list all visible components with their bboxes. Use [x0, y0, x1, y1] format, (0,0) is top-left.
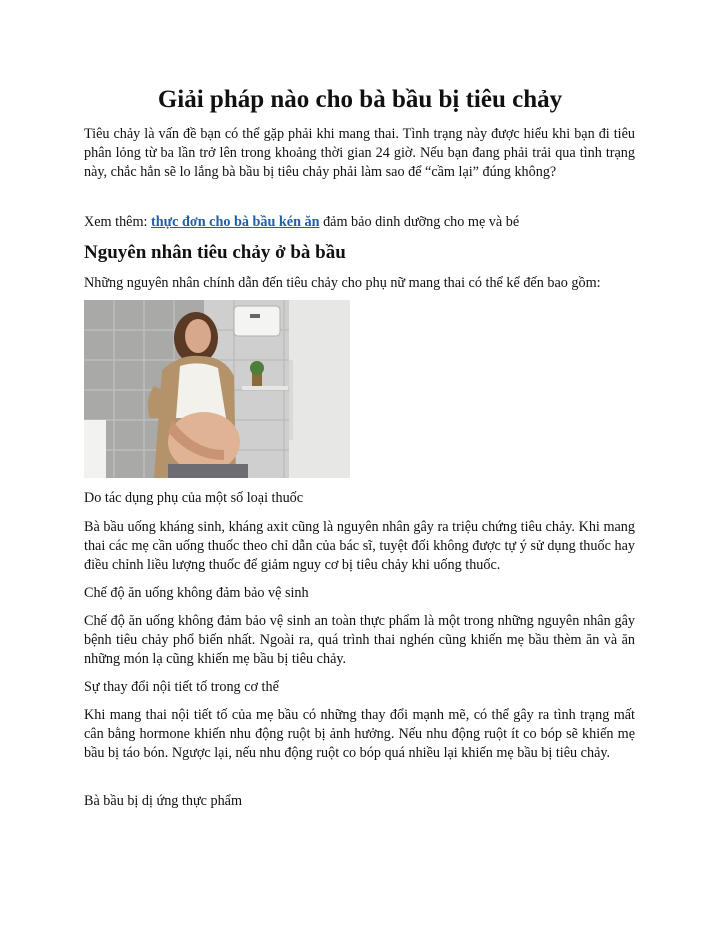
- cause-1-heading: Do tác dụng phụ của một số loại thuốc: [84, 490, 304, 506]
- cause-3-body: Khi mang thai nội tiết tố của mẹ bầu có những thay đổi mạnh mẽ, có thể gây ra tình trạng mất cân bằng hormone khiến nhu động ruột bị ảnh hưởng. Nếu nhu động ruột ít co bóp sẽ khiến mẹ bầu bị táo bón. Ngược lại, nếu nhu động ruột co bóp quá nhiều lại khiến mẹ bầu bị tiêu chảy.: [84, 707, 635, 761]
- cause-2-body: Chế độ ăn uống không đảm bảo vệ sinh an toàn thực phẩm là một trong những nguyên nhân gây bệnh tiêu chảy phổ biến nhất. Ngoài ra, quá trình thai nghén cũng khiến mẹ bầu thèm ăn và ăn những món lạ cũng khiến mẹ bầu bị tiêu chảy.: [84, 613, 635, 667]
- pregnant-woman-photo: [84, 300, 350, 478]
- cause-1-body: Bà bầu uống kháng sinh, kháng axit cũng là nguyên nhân gây ra triệu chứng tiêu chảy. Khi mang thai các mẹ cần uống thuốc theo chỉ dẫn của bác sĩ, tuyệt đối không được tự ý sử dụng thuốc hay điều chỉnh liều lượng thuốc để giảm nguy cơ bị tiêu chảy khi uống thuốc.: [84, 519, 635, 573]
- intro-paragraph: Tiêu chảy là vấn đề bạn có thể gặp phải khi mang thai. Tình trạng này được hiểu khi bạn đi tiêu phân lỏng từ ba lần trở lên trong khoảng thời gian 24 giờ. Nếu bạn đang phải trải qua tình trạng này, chắc hẳn sẽ lo lắng bà bầu bị tiêu chảy phải làm sao để “cầm lại” đúng không?: [84, 126, 635, 180]
- see-also-suffix: đảm bảo dinh dưỡng cho mẹ và bé: [319, 214, 520, 230]
- page-title: Giải pháp nào cho bà bầu bị tiêu chảy: [157, 86, 563, 113]
- cause-3-heading: Sự thay đổi nội tiết tố trong cơ thể: [84, 679, 279, 695]
- section-heading: Nguyên nhân tiêu chảy ở bà bầu: [84, 242, 346, 263]
- cause-4-heading: Bà bầu bị dị ứng thực phẩm: [84, 793, 243, 809]
- cause-2-heading: Chế độ ăn uống không đảm bảo vệ sinh: [84, 585, 309, 601]
- section-intro: Những nguyên nhân chính dẫn đến tiêu chảy cho phụ nữ mang thai có thể kể đến bao gồm:: [84, 275, 601, 291]
- see-also-line: [84, 213, 635, 232]
- see-also-prefix: Xem thêm:: [84, 214, 151, 230]
- see-also-link[interactable]: thực đơn cho bà bầu kén ăn: [150, 214, 320, 230]
